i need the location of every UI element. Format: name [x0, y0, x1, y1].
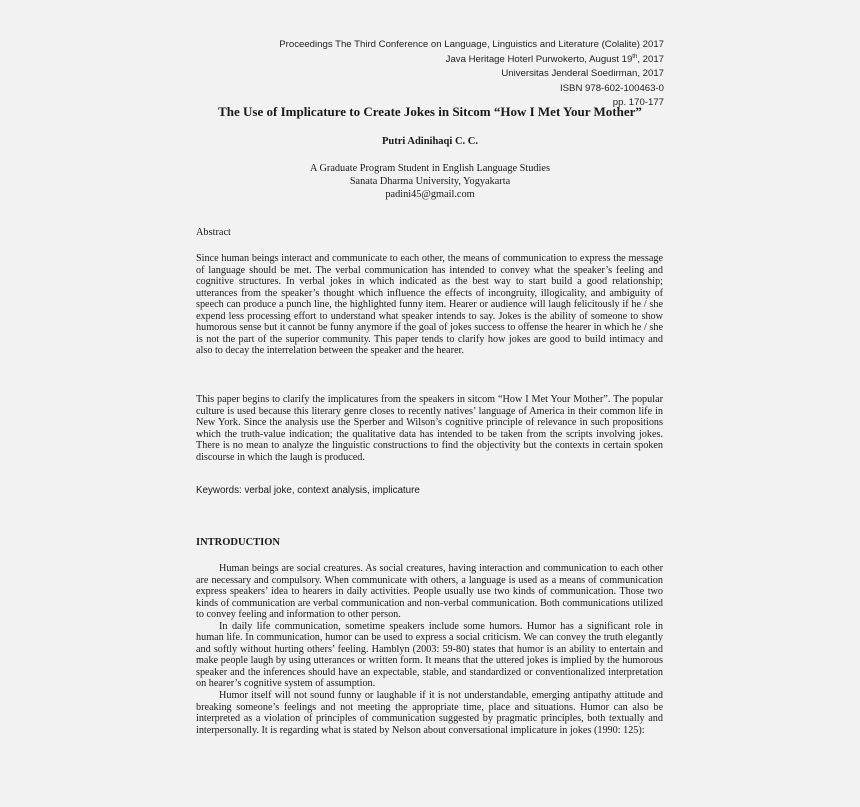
header-venue-year: , 2017 [637, 53, 664, 65]
author-email: padini45@gmail.com [385, 189, 475, 200]
paper-title: The Use of Implicature to Create Jokes in Sitcom “How I Met Your Mother” [218, 104, 642, 119]
header-venue-sup: th [632, 53, 638, 60]
introduction-heading: INTRODUCTION [196, 537, 281, 548]
header-line-conference: Proceedings The Third Conference on Language, Linguistics and Literature (Colalite) 2017 [279, 39, 664, 50]
abstract-heading: Abstract [196, 227, 231, 238]
abstract-paragraph-1: Since human beings interact and communicate to each other, the means of communication to express the message of language should be met. The verbal communication has intended to convey what the speaker’s feeling and cognitive structures. In verbal jokes in which indicated as the best way to start build a good relationship; utterances from the speaker’s thought which influence the effects of incongruity, illogicality, and ambiguity of speech can produce a punch line, the highlighted funny item. Hearer or audience will laugh felicitously if he / she expend less processing effort to understand what speaker intends to say. Jokes is the ability of someone to show humorous sense but it cannot be funny anymore if the goal of jokes success to offense the hearer in which he / she is not the part of the superior community. This paper tends to clarify how jokes are good to build intimacy and also to decay the interrelation between the speaker and the hearer. [196, 253, 663, 357]
header-line-university: Universitas Jenderal Soedirman, 2017 [501, 68, 664, 79]
introduction-paragraph-3: Humor itself will not sound funny or laughable if it is not understandable, emerging antipathy attitude and breaking someone’s feelings and not meeting the appropriate time, place and situations. Humor can also be interpreted as a violation of principles of communication suggested by pragmatic principles, both textually and interpersonally. It is regarding what is stated by Nelson about conversational implicature in jokes (1990: 125): [196, 690, 663, 736]
abstract-paragraph-2: This paper begins to clarify the implicatures from the speakers in sitcom “How I Met Your Mother”. The popular culture is used because this literary genre closes to recently natives’ language of America in their common life in New York. Since the analysis use the Sperber and Wilson’s cognitive principle of relevance in such propositions which the truth-value indication; the qualitative data has intended to be taken from the scripts involving jokes. There is no mean to analyze the linguistic constructions to find the objectivity but the contexts in certain spoken discourse in which the laugh is produced. [196, 394, 663, 463]
affiliation-program: A Graduate Program Student in English Language Studies [310, 163, 550, 174]
header-line-isbn: ISBN 978-602-100463-0 [559, 82, 664, 94]
header-venue-text: Java Heritage Hoterl Purwokerto, August 19 [445, 53, 633, 65]
keywords: Keywords: verbal joke, context analysis, implicature [196, 485, 420, 496]
affiliation-university: Sanata Dharma University, Yogyakarta [349, 176, 511, 187]
paper-author: Putri Adinihaqi C. C. [382, 136, 478, 147]
introduction-paragraph-1: Human beings are social creatures. As social creatures, having interaction and communication to each other are necessary and compulsory. When communicate with others, a language is used as a means of communication express speakers’ idea to hearers in daily activities. People usually use two kinds of communication. Those two kinds of communication are verbal communication and non-verbal communication. Both communications utilized to convey feeling and information to other person. [196, 563, 663, 621]
introduction-body [196, 563, 663, 736]
proceedings-header [279, 38, 664, 111]
header-line-venue [279, 53, 664, 68]
author-affiliation [0, 162, 860, 201]
introduction-paragraph-2: In daily life communication, sometime speakers include some humors. Humor has a significant role in human life. In communication, humor can be used to express a social criticism. We can convey the truth elegantly and softly without hurting others’ feeling. Hamblyn (2003: 59-80) states that humor is an ability to entertain and make people laugh by using utterances or written form. It means that the uttered jokes is implied by the humorous speaker and the inferences should have an expectable, stable, and standardized or conventionalized interpretation on hearer’s cognitive system of assumption. [196, 620, 663, 690]
header-line-pages: pp. 170-177 [612, 97, 664, 108]
